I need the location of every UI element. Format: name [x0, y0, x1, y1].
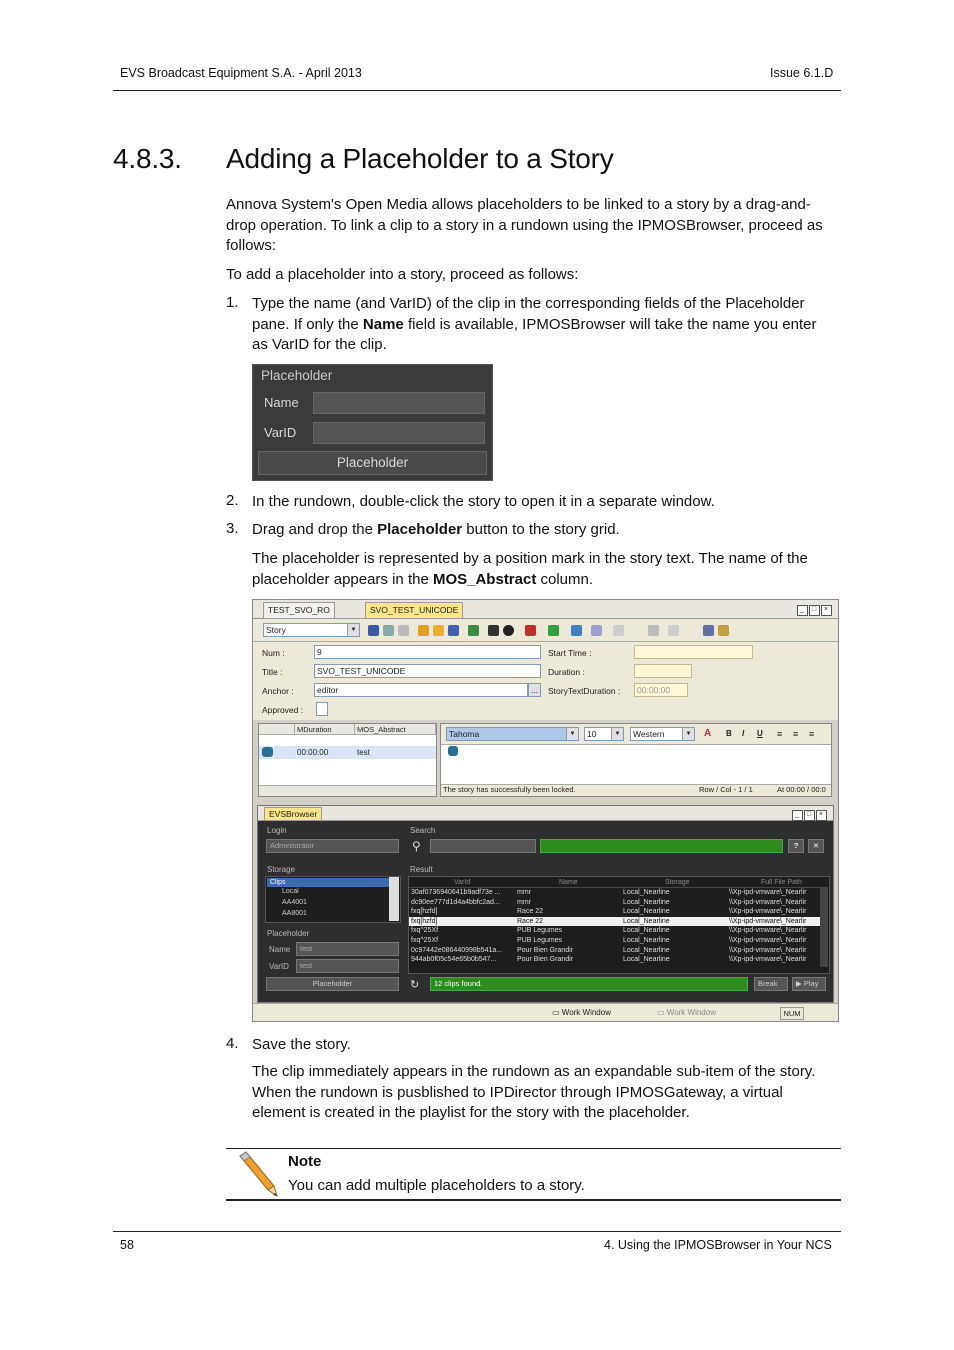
anchor-browse-button[interactable]: ...	[528, 683, 541, 697]
storage-tree	[265, 876, 401, 923]
editor-status-text: The story has successfully been locked.	[443, 785, 576, 794]
title-input[interactable]: SVO_TEST_UNICODE	[314, 664, 541, 678]
italic-button[interactable]: I	[742, 729, 745, 738]
link-icon[interactable]	[591, 625, 602, 636]
storage-item-clips[interactable]: Clips	[267, 878, 390, 887]
browser-name-field[interactable]: test	[296, 942, 399, 956]
table-cell: fxq[hzfd]	[411, 917, 438, 925]
placeholder-button[interactable]: Placeholder	[258, 451, 487, 475]
section-title: Adding a Placeholder to a Story	[226, 143, 614, 174]
col-varid[interactable]: VarId	[454, 879, 471, 886]
table-cell: \\Xp-ipd-vmware\_Nearlir	[729, 956, 807, 964]
size-combo[interactable]	[584, 727, 624, 741]
new-icon[interactable]	[418, 625, 429, 636]
result-scrollbar[interactable]	[820, 887, 828, 967]
table-cell: Race 22	[517, 917, 544, 925]
story-text-duration-input[interactable]: 00:00:00	[634, 683, 688, 697]
table-cell: Local_Nearline	[623, 908, 670, 916]
save-icon[interactable]	[368, 625, 379, 636]
varid-label: VarID	[264, 425, 297, 440]
intro-paragraph	[226, 195, 823, 257]
num-label: Num :	[262, 648, 285, 658]
table-cell: Local_Nearline	[623, 898, 670, 906]
table-cell: dc90ee777d1d4a4bbfc2ad...	[411, 898, 500, 906]
table-cell: \\Xp-ipd-vmware\_Nearlir	[729, 889, 807, 896]
story-grid	[258, 723, 437, 797]
table-cell: Local_Nearline	[623, 927, 670, 935]
minimize-icon[interactable]: _	[797, 605, 808, 616]
close-icon[interactable]: ×	[821, 605, 832, 616]
placeholder-tool-icon[interactable]	[468, 625, 479, 636]
open-icon[interactable]	[433, 625, 444, 636]
step-1-line-1: Type the name (and VarID) of the clip in the corresponding fields of the Placeholder	[252, 295, 805, 312]
table-row[interactable]	[409, 907, 821, 916]
evs-browser-window	[257, 805, 834, 1003]
search-icon[interactable]: ⚲	[412, 839, 421, 853]
cut-icon[interactable]	[648, 625, 659, 636]
duration-label: Duration :	[548, 667, 585, 677]
note-top-rule	[226, 1148, 841, 1149]
align-center-icon[interactable]: ≡	[793, 729, 799, 739]
table-cell: 30af0736940641b9adf73e ...	[411, 889, 501, 896]
table-row[interactable]	[409, 946, 821, 955]
result-table	[408, 876, 830, 974]
color-icon[interactable]	[525, 625, 536, 636]
placeholder-section-label: Placeholder	[267, 929, 310, 938]
work-window-2-label: Work Window	[666, 1008, 716, 1017]
table-cell: 0c97442e086440998b541a...	[411, 946, 503, 954]
search-input[interactable]	[430, 839, 536, 853]
story-combo[interactable]	[263, 623, 360, 637]
font-color-icon[interactable]: A	[704, 728, 712, 739]
clear-search-button[interactable]: ✕	[808, 839, 824, 853]
table-cell: Race 22	[517, 908, 544, 916]
step-3-number: 3.	[226, 520, 239, 537]
tab-rundown[interactable]: TEST_SVO_RO	[263, 602, 335, 618]
table-cell: fxq^25Xf	[411, 927, 439, 935]
table-cell: \\Xp-ipd-vmware\_Nearlir	[729, 908, 807, 916]
step-1-name-bold: Name	[362, 315, 404, 333]
delete-icon[interactable]	[668, 625, 679, 636]
story-editor-screenshot	[252, 599, 839, 1022]
browser-name-label: Name	[269, 945, 291, 954]
login-label: Login	[267, 826, 287, 835]
browser-varid-label: VarID	[269, 962, 289, 971]
intro-line-3: follows:	[226, 237, 277, 254]
table-cell: mmr	[517, 898, 531, 906]
chevron-down-icon: ▼	[611, 728, 623, 740]
col-full-file-path[interactable]: Full File Path	[761, 879, 802, 886]
minimize-icon[interactable]: _	[792, 810, 803, 821]
story-combo-value: Story	[266, 625, 286, 635]
col-name[interactable]: Name	[559, 879, 578, 886]
story-text-editor	[440, 723, 832, 797]
table-row[interactable]	[409, 936, 821, 945]
help-button[interactable]: ?	[788, 839, 804, 853]
duration-input[interactable]	[634, 664, 692, 678]
name-field[interactable]	[313, 392, 485, 414]
storage-item-aa8001[interactable]: AA8001	[282, 910, 307, 917]
note-bottom-rule	[226, 1199, 841, 1201]
work-window-2[interactable]	[657, 1008, 757, 1017]
story-text-duration-label: StoryTextDuration :	[548, 686, 621, 696]
table-cell: Pour Bien Grandir	[517, 946, 574, 954]
table-cell: mmr	[517, 889, 531, 896]
script-combo[interactable]	[630, 727, 695, 741]
grid-cell-abstract: test	[357, 748, 370, 757]
step-3-sub	[252, 549, 808, 590]
edit-icon[interactable]	[703, 625, 714, 636]
work-window-1-label: Work Window	[561, 1008, 611, 1017]
varid-field[interactable]	[313, 422, 485, 444]
tab-story[interactable]: SVO_TEST_UNICODE	[365, 602, 463, 618]
row-col-indicator: Row / Col - 1 / 1	[699, 785, 753, 794]
step-4-number: 4.	[226, 1035, 239, 1052]
result-label: Result	[410, 865, 433, 874]
table-cell: PUB Legumes	[517, 927, 563, 935]
align-left-icon[interactable]: ≡	[777, 729, 783, 739]
login-field[interactable]: Administrator	[266, 839, 399, 853]
anchor-label: Anchor :	[262, 686, 294, 696]
clock-icon[interactable]	[488, 625, 499, 636]
step-4-text: Save the story.	[252, 1036, 351, 1053]
record-icon[interactable]	[503, 625, 514, 636]
story-form	[253, 642, 838, 720]
footer-rule	[113, 1231, 841, 1232]
break-button[interactable]: Break	[754, 977, 788, 991]
story-tab-bar	[253, 600, 838, 619]
table-cell: fxq[hzfd]	[411, 908, 438, 916]
story-toolbar	[253, 619, 838, 642]
intro-line-2: drop operation. To link a clip to a story in a rundown using the IPMOSBrowser, proceed as	[226, 216, 823, 234]
underline-button[interactable]: U	[757, 729, 763, 738]
split-icon[interactable]	[571, 625, 582, 636]
intro-paragraph-2: To add a placeholder into a story, proceed as follows:	[226, 266, 579, 283]
placeholder-pane	[252, 364, 493, 481]
play-icon: ▶	[796, 979, 804, 988]
placeholder-pane-title: Placeholder	[261, 368, 333, 383]
storage-item-local[interactable]: Local	[282, 888, 299, 895]
num-input[interactable]: 9	[314, 645, 541, 659]
step-3-placeholder-bold: Placeholder	[377, 521, 463, 538]
check-icon[interactable]	[548, 625, 559, 636]
maximize-icon[interactable]: □	[804, 810, 815, 821]
grid-col-mos-abstract[interactable]: MOS_Abstract	[355, 724, 436, 735]
step-1-line-3: as VarID for the clip.	[252, 336, 387, 353]
work-window-1[interactable]	[552, 1008, 652, 1017]
chevron-down-icon: ▼	[682, 728, 694, 740]
chevron-down-icon: ▼	[566, 728, 578, 740]
mos-abstract-bold: MOS_Abstract	[432, 570, 537, 588]
start-time-label: Start Time :	[548, 648, 592, 658]
bold-button[interactable]: B	[726, 729, 732, 738]
print-icon[interactable]	[383, 625, 394, 636]
table-cell: \\Xp-ipd-vmware\_Nearlir	[729, 917, 807, 925]
table-row[interactable]	[409, 898, 821, 907]
browser-varid-field[interactable]: test	[296, 959, 399, 973]
note-text: You can add multiple placeholders to a story.	[288, 1177, 585, 1194]
note-title: Note	[288, 1153, 322, 1170]
maximize-icon[interactable]: □	[809, 605, 820, 616]
step-3-sub-line-2	[252, 570, 808, 591]
title-label: Title :	[262, 667, 283, 677]
evs-browser-tab-bar	[258, 806, 833, 821]
table-cell: Pour Bien Grandir	[517, 956, 574, 964]
table-cell: \\Xp-ipd-vmware\_Nearlir	[729, 937, 807, 944]
step-4-sub	[252, 1062, 815, 1124]
table-cell: \\Xp-ipd-vmware\_Nearlir	[729, 946, 807, 954]
grid-corner	[259, 724, 295, 735]
search-filter-combo[interactable]	[540, 839, 783, 853]
section-number: 4.8.3.	[113, 143, 182, 174]
placeholder-mark-icon	[262, 747, 273, 757]
intro-line-1: Annova System's Open Media allows placeholders to be linked to a story by a drag-and-	[226, 196, 811, 213]
step-2-number: 2.	[226, 492, 239, 509]
step-3-a: Drag and drop the	[252, 521, 378, 538]
font-combo[interactable]	[446, 727, 579, 741]
table-row[interactable]	[409, 926, 821, 935]
refresh-icon[interactable]: ↻	[410, 979, 420, 991]
settings-icon[interactable]	[718, 625, 729, 636]
step-1-line-2a: pane. If only the	[252, 315, 363, 333]
step-4-sub-line-2: When the rundown is pusblished to IPDirector through IPMOSGateway, a virtual	[252, 1083, 783, 1101]
grid-icon[interactable]	[448, 625, 459, 636]
close-icon[interactable]: ×	[816, 810, 827, 821]
approved-checkbox[interactable]	[316, 702, 328, 716]
step-4-sub-line-3: element is created in the playlist for the story with the placeholder.	[252, 1104, 690, 1121]
col-storage[interactable]: Storage	[665, 879, 690, 886]
header-left: EVS Broadcast Equipment S.A. - April 2013	[120, 66, 362, 80]
step-1-text	[252, 294, 816, 356]
step-4-sub-line-1: The clip immediately appears in the rundown as an expandable sub-item of the story.	[252, 1063, 816, 1080]
table-cell: \\Xp-ipd-vmware\_Nearlir	[729, 898, 807, 906]
step-1-line-2	[252, 315, 816, 336]
step-3-text	[252, 520, 620, 541]
refresh-icon[interactable]	[398, 625, 409, 636]
step-3-sub-2a: placeholder appears in the	[252, 570, 433, 588]
window-icon: ▭	[552, 1008, 562, 1017]
approved-label: Approved :	[262, 705, 304, 715]
step-3-c: button to the story grid.	[462, 521, 620, 538]
font-value: Tahoma	[449, 729, 480, 739]
time-indicator: At 00:00 / 00:0	[777, 785, 826, 794]
storage-label: Storage	[267, 865, 296, 874]
table-cell: fxq^25Xf	[411, 937, 439, 944]
table-cell: Local_Nearline	[623, 917, 670, 925]
step-1-line-2c: field is available, IPMOSBrowser will take the name you enter	[403, 315, 817, 333]
placeholder-position-mark-icon	[448, 746, 458, 756]
align-right-icon[interactable]: ≡	[809, 729, 815, 739]
table-cell: PUB Legumes	[517, 937, 563, 944]
script-value: Western	[633, 729, 665, 739]
table-cell: Local_Nearline	[623, 946, 670, 954]
grid-cell-duration: 00:00:00	[297, 748, 329, 757]
name-label: Name	[264, 395, 299, 410]
app-status-bar	[253, 1003, 838, 1022]
start-time-input[interactable]	[634, 645, 753, 659]
grid-row[interactable]	[259, 746, 436, 759]
step-3-sub-2c: column.	[536, 570, 594, 588]
step-1-number: 1.	[226, 294, 239, 311]
table-cell: \\Xp-ipd-vmware\_Nearlir	[729, 927, 807, 935]
footer-chapter: 4. Using the IPMOSBrowser in Your NCS	[604, 1238, 832, 1252]
status-progress: 12 clips found.	[430, 977, 748, 991]
num-lock-indicator: NUM	[780, 1007, 804, 1020]
header-rule	[113, 90, 841, 91]
table-cell: Local_Nearline	[623, 956, 670, 964]
browser-placeholder-button[interactable]: Placeholder	[266, 977, 399, 991]
size-value: 10	[587, 729, 597, 739]
play-label: Play	[803, 979, 819, 988]
pencil-icon	[232, 1150, 280, 1198]
browser-window-buttons	[791, 808, 827, 821]
window-icon: ▭	[657, 1008, 667, 1017]
storage-scrollbar[interactable]	[389, 877, 399, 921]
window-buttons	[796, 603, 832, 616]
anchor-input[interactable]: editor	[314, 683, 528, 697]
table-row[interactable]	[409, 888, 821, 897]
table-row[interactable]	[409, 955, 821, 964]
grid-scrollbar[interactable]	[259, 785, 436, 796]
step-2-text: In the rundown, double-click the story to open it in a separate window.	[252, 493, 715, 510]
tab-evsbrowser[interactable]: EVSBrowser	[264, 807, 322, 820]
grid-col-mduration[interactable]: MDuration	[295, 724, 355, 735]
lock-icon[interactable]	[613, 625, 624, 636]
result-header	[409, 878, 821, 888]
step-3-sub-line-1: The placeholder is represented by a position mark in the story text. The name of the	[252, 550, 808, 567]
table-cell: Local_Nearline	[623, 937, 670, 944]
search-label: Search	[410, 826, 436, 835]
storage-item-aa4001[interactable]: AA4001	[282, 899, 307, 906]
play-button[interactable]	[792, 977, 826, 991]
header-right: Issue 6.1.D	[770, 66, 834, 80]
page-number: 58	[120, 1238, 134, 1252]
table-row[interactable]	[409, 917, 821, 926]
table-cell: Local_Nearline	[623, 889, 670, 896]
table-cell: 944ab0f05c54e65b0b547...	[411, 956, 497, 964]
chevron-down-icon: ▼	[347, 624, 359, 636]
